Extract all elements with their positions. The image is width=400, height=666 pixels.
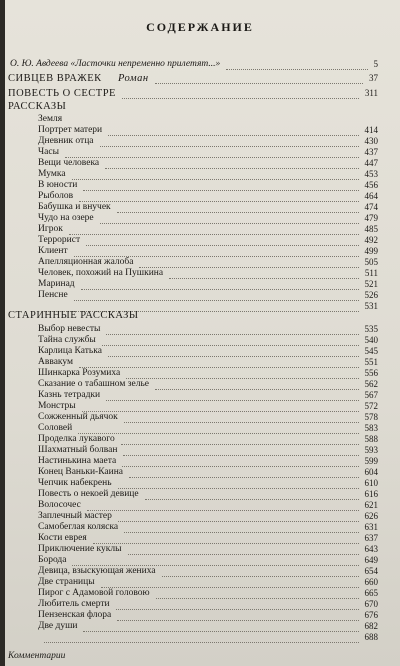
toc-entry-label: Две страницы — [38, 577, 95, 587]
toc-entry-page: 626 — [364, 511, 378, 521]
toc-entry-page: 414 — [364, 125, 378, 135]
toc-entry-label: Борода — [38, 555, 67, 565]
section-heading-starinnye — [0, 309, 400, 322]
toc-entry-label: В юности — [38, 180, 78, 190]
toc-entry-label: Шахматный болван — [38, 445, 118, 455]
toc-entry-page: 430 — [364, 136, 378, 146]
toc-entry-label: Игрок — [38, 224, 63, 234]
dot-leader — [44, 641, 359, 643]
toc-entry-label: Бабушка и внучек — [38, 202, 111, 212]
toc-entry-page: 492 — [364, 235, 378, 245]
toc-entry-page: 545 — [364, 346, 378, 356]
toc-entry-label: Рыболов — [38, 191, 74, 201]
toc-entry-page: 670 — [364, 599, 378, 609]
toc-entry-label: Чудо на озере — [38, 213, 94, 223]
toc-entry-label: Выбор невесты — [38, 324, 101, 334]
page-title: СОДЕРЖАНИЕ — [146, 20, 254, 34]
toc-entry-page: 599 — [364, 456, 378, 466]
toc-entry-kommentarii — [0, 650, 400, 663]
toc-entry-page: 535 — [364, 324, 378, 334]
toc-entry-label: Дневник отца — [38, 136, 94, 146]
toc-entry-page: 311 — [364, 88, 378, 98]
dot-leader — [226, 68, 368, 70]
toc-entry-page: 37 — [369, 73, 378, 83]
toc-entry-page: 511 — [364, 268, 378, 278]
toc-entry-label: Пирог с Адамовой головою — [38, 588, 150, 598]
toc-entry-page: 688 — [364, 632, 378, 642]
section-heading-rasskazy — [0, 100, 400, 113]
toc-entry-povest — [0, 87, 400, 100]
toc-entry-page: 665 — [364, 588, 378, 598]
toc-entry-label: Человек, похожий на Пушкина — [38, 268, 164, 278]
toc-entry-page: 593 — [364, 445, 378, 455]
toc-entry-page: 610 — [364, 478, 378, 488]
toc-entry-page: 437 — [364, 147, 378, 157]
toc-entry-page: 562 — [364, 379, 378, 389]
toc-entry-page: 676 — [364, 610, 378, 620]
toc-entry-label: Кости еврея — [38, 533, 87, 543]
toc-entry-label: Монстры — [38, 401, 76, 411]
toc-entry-label: Повесть о некоей девице — [38, 489, 139, 499]
toc-entry-label: Заплечный мастер — [38, 511, 112, 521]
toc-entry-label: Сказание о табашном зелье — [38, 379, 150, 389]
toc-entry-page: 583 — [364, 423, 378, 433]
toc-entry-label: Земля — [38, 114, 63, 124]
toc-entry-page: 637 — [364, 533, 378, 543]
toc-entry-label: Девица, взыскующая жениха — [38, 566, 156, 576]
toc-entry-page: 578 — [364, 412, 378, 422]
toc-entry-label: Клиент — [38, 246, 68, 256]
toc-entry-page: 551 — [364, 357, 378, 367]
toc-entry-label: О. Ю. Авдеева «Ласточки непременно прилетят...» — [10, 59, 221, 69]
toc-entry-page: 572 — [364, 401, 378, 411]
toc-entry-page: 654 — [364, 566, 378, 576]
toc-entry-page: 588 — [364, 434, 378, 444]
toc-entry — [0, 631, 400, 644]
toc-entry-label: Комментарии — [8, 651, 66, 661]
toc-entry-page: 643 — [364, 544, 378, 554]
toc-entry-page: 649 — [364, 555, 378, 565]
toc-entry-page: 521 — [364, 279, 378, 289]
toc-entry-label: Настинькина маета — [38, 456, 117, 466]
toc-entry-label: Аввакум — [38, 357, 74, 367]
toc-entry-page: 682 — [364, 621, 378, 631]
toc-entry-label: ПОВЕСТЬ О СЕСТРЕ — [8, 88, 116, 99]
toc-entry-label: Террорист — [38, 235, 81, 245]
toc-entry-label: СИВЦЕВ ВРАЖЕК — [8, 73, 102, 84]
toc-entry-page: 526 — [364, 290, 378, 300]
section-heading-label: СТАРИННЫЕ РАССКАЗЫ — [8, 310, 139, 321]
toc-entry-label: Казнь тетрадки — [38, 390, 101, 400]
toc-entry-genre: Роман — [118, 73, 149, 84]
toc-entry-page: 621 — [364, 500, 378, 510]
toc-entry-page: 447 — [364, 158, 378, 168]
toc-entry-page: 499 — [364, 246, 378, 256]
toc-entry-page: 660 — [364, 577, 378, 587]
toc-entry-label: Самобеглая коляска — [38, 522, 119, 532]
toc-entry-label: Соловей — [38, 423, 73, 433]
toc-entry-page: 567 — [364, 390, 378, 400]
toc-entry-page: 474 — [364, 202, 378, 212]
toc-entry-label: Портрет матери — [38, 125, 103, 135]
toc-entry-page: 453 — [364, 169, 378, 179]
toc-entry-page: 604 — [364, 467, 378, 477]
toc-entry-label: Любитель смерти — [38, 599, 110, 609]
toc-entry-page: 456 — [364, 180, 378, 190]
toc-entry-label: Сожженный дьячок — [38, 412, 118, 422]
toc-entry-page: 616 — [364, 489, 378, 499]
toc-entry-label: Конец Ваньки-Каина — [38, 467, 124, 477]
toc-entry-label: Проделка лукавого — [38, 434, 115, 444]
toc-entry-page: 556 — [364, 368, 378, 378]
toc-entry-label: Апелляционная жалоба — [38, 257, 134, 267]
toc-entry-page: 505 — [364, 257, 378, 267]
section-heading-label: РАССКАЗЫ — [8, 101, 67, 112]
toc-entry-label: Шинкарка Розумиха — [38, 368, 121, 378]
toc-entry-label: Часы — [38, 147, 59, 157]
toc-entry-page: 479 — [364, 213, 378, 223]
dot-leader — [155, 82, 363, 84]
toc-entry-intro — [0, 58, 400, 71]
toc-entry-label: Чепчик набекрень — [38, 478, 112, 488]
dot-leader — [122, 97, 359, 99]
toc-entry-label: Мумка — [38, 169, 66, 179]
toc-entry-label: Тайна службы — [38, 335, 96, 345]
toc-entry-sivtsev — [0, 72, 400, 85]
toc-entry-page: 531 — [364, 301, 378, 311]
toc-entry-label: Пенсне — [38, 290, 68, 300]
toc-entry-label: Карлица Катька — [38, 346, 102, 356]
toc-entry-page: 540 — [364, 335, 378, 345]
toc-entry-label: Маринад — [38, 279, 75, 289]
toc-entry-label: Две души — [38, 621, 78, 631]
toc-entry-page: 631 — [364, 522, 378, 532]
toc-entry-label: Вещи человека — [38, 158, 100, 168]
toc-entry-label: Приключение куклы — [38, 544, 122, 554]
toc-entry-page: 485 — [364, 224, 378, 234]
toc-entry-label: Пензенская флора — [38, 610, 112, 620]
toc-entry-page: 5 — [373, 59, 378, 69]
toc-entry-page: 464 — [364, 191, 378, 201]
toc-entry-label: Волосочес — [38, 500, 81, 510]
